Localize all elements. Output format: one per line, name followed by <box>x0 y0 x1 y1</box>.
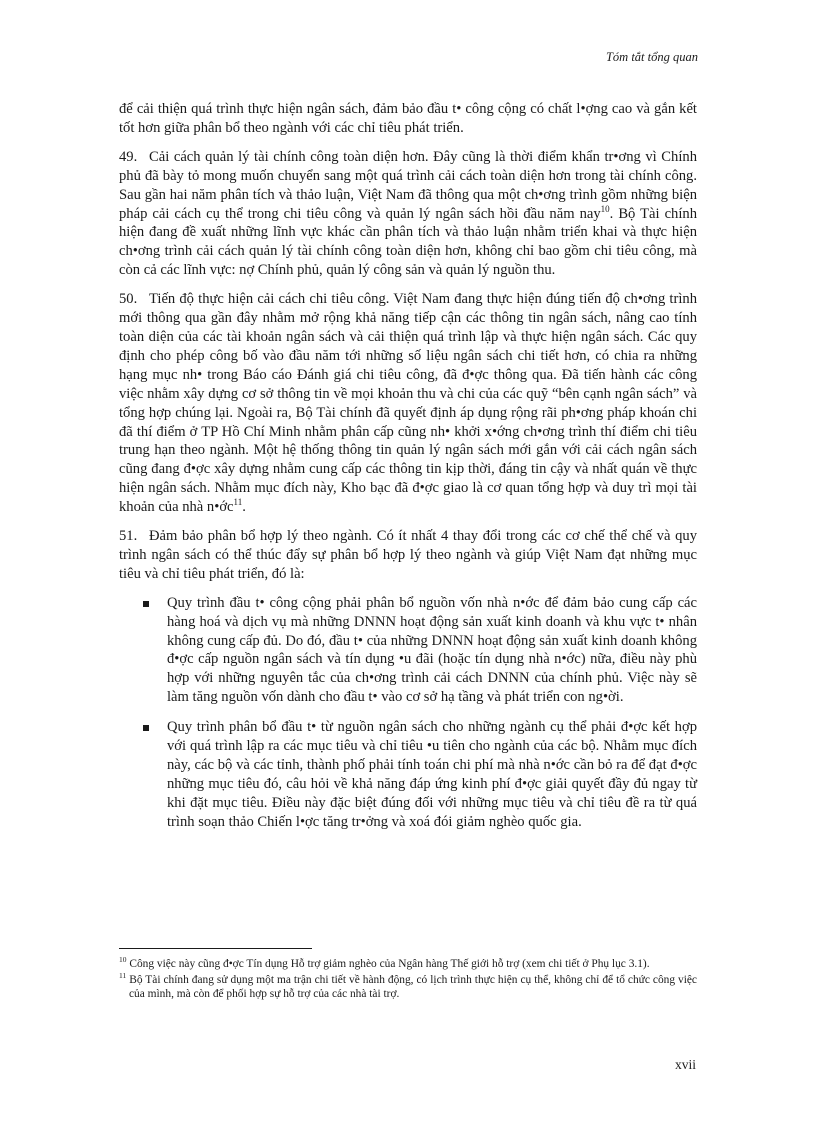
square-bullet-icon <box>143 601 149 607</box>
footnote-divider <box>119 948 312 949</box>
list-item: Quy trình phân bổ đầu t• từ nguồn ngân sách cho những ngành cụ thể phải đ•ợc kết hợp với quá trình lập ra các mục tiêu và chỉ tiêu •u tiên cho ngành của các bộ. Nhằm mục đích này, các bộ và các tỉnh, thành phố phải tính toán chi phí mà nhà n•ớc cần bỏ ra để đạt đ•ợc những mục tiêu đó, câu hỏi về khả năng đáp ứng kinh phí đ•ợc giải quyết đầy đủ ngay từ khi đặt mục tiêu. Điều này đặc biệt đúng đối với những mục tiêu và chỉ tiêu đề ra từ quá trình soạn thảo Chiến l•ợc tăng tr•ởng và xoá đói giảm nghèo quốc gia. <box>143 718 697 831</box>
paragraph-51 <box>119 527 697 584</box>
footnote-ref: 10 <box>600 203 610 214</box>
paragraph-number: 49. <box>119 148 138 165</box>
paragraph-50 <box>119 290 697 517</box>
paragraph-text-cont: . Bộ Tài chính hiện đang đề xuất những lĩnh vực khác cần phân tích và thảo luận nhằm triển khai và thực hiện ch•ơng trình cải cách quản lý tài chính công toàn diện hơn, không chỉ bao gồm chi tiêu công, mà còn cả các lĩnh vực: nợ Chính phủ, quản lý công sản và quản lý nguồn thu. <box>119 205 698 279</box>
paragraph-text: Cải cách quản lý tài chính công toàn diện hơn. Đây cũng là thời điểm khẩn tr•ơng vì Chính phủ đã bày tỏ mong muốn chuyển sang một quá trình cải cách toàn diện hơn trong tài chính công. Sau gần hai năm phân tích và thảo luận, Việt Nam đã thông qua một ch•ơng trình gồm những biện pháp cải cách cụ thể trong chi tiêu công và quản lý ngân sách hồi đầu năm nay <box>119 148 697 222</box>
paragraph-49 <box>119 148 697 280</box>
intro-paragraph: để cải thiện quá trình thực hiện ngân sách, đảm bảo đầu t• công cộng có chất l•ợng cao và gắn kết tốt hơn giữa phân bổ theo ngành với các chỉ tiêu phát triển. <box>119 101 697 136</box>
paragraph-text: Đảm bảo phân bổ hợp lý theo ngành. Có ít nhất 4 thay đổi trong các cơ chế thể chế và quy trình ngân sách có thể thúc đẩy sự phân bổ hợp lý theo ngành và giúp Việt Nam đạt những mục tiêu và chỉ tiêu phát triển, đó là: <box>119 528 697 582</box>
footnotes <box>119 957 697 1004</box>
paragraph-number: 50. <box>119 291 138 308</box>
paragraph-text-cont: . <box>242 499 246 516</box>
footnote-ref: 11 <box>233 497 243 508</box>
page-number: xvii <box>674 1057 696 1072</box>
list-item: Quy trình đầu t• công cộng phải phân bổ nguồn vốn nhà n•ớc để đảm bảo cung cấp các hàng hoá và dịch vụ mà những DNNN hoạt động sản xuất kinh doanh và khu vực t• nhân không cung cấp đủ. Do đó, đầu t• của những DNNN hoạt động sản xuất kinh doanh không đ•ợc cấp nguồn ngân sách và tín dụng •u đãi (hoặc tín dụng nhà n•ớc) nữa, điều này phù hợp với những nguyên tắc của ch•ơng trình cải cách DNNN của chính phủ. Việc này sẽ làm tăng nguồn vốn dành cho đầu t• vào cơ sở hạ tầng và phát triển con ng•ời. <box>143 594 697 707</box>
footnote-11: $^{11}$ Bộ Tài chính đang sử dụng một ma trận chi tiết về hành động, có lịch trình thực hiện cụ thể, không chỉ để tổ chức công việc của mình, mà còn để phối hợp sự hỗ trợ của các nhà tài trợ. <box>119 971 697 1001</box>
bullet-list <box>119 594 697 832</box>
paragraph-text: Tiến độ thực hiện cải cách chi tiêu công. Việt Nam đang thực hiện đúng tiến độ ch•ơng trình mới thông qua gần đây nhằm mở rộng khả năng tiếp cận các thông tin ngân sách, nâng cao tính toàn diện của các tài khoản ngân sách và cải thiện quá trình lập và thực hiện ngân sách. Các quy định cho phép công bố vào đầu năm tới những số liệu ngân sách chi tiết hơn, có chia ra những hạng mục nh• trong Báo cáo Đánh giá chi tiêu công, đã đ•ợc thông qua. Đã tiến hành các công việc nhằm xây dựng cơ sở thông tin về mọi khoản thu và chi của các quỹ “bên cạnh ngân sách” và tổng hợp chúng lại. Ngoài ra, Bộ Tài chính đã quyết định áp dụng rộng rãi ph•ơng pháp khoán chi đã thí điểm ở TP Hồ Chí Minh nhằm phân cấp cũng nh• khởi x•ớng ch•ơng trình thí điểm chi tiêu trung hạn theo ngành. Một hệ thống thông tin quản lý ngân sách mới gắn với cải cách ngân sách cũng đang đ•ợc xây dựng nhằm cung cấp các thông tin kịp thời, đáng tin cậy và nhất quán về thực hiện ngân sách. Nhằm mục đích này, Kho bạc đã đ•ợc giao là cơ quan tổng hợp và duy trì mọi tài khoản của nhà n•ớc <box>119 291 697 516</box>
body-text <box>119 100 697 843</box>
footnote-10: $^{10}$ Công việc này cũng đ•ợc Tín dụng Hỗ trợ giảm nghèo của Ngân hàng Thế giới hỗ trợ (xem chi tiết ở Phụ lục 3.1). <box>119 955 650 970</box>
paragraph-number: 51. <box>119 528 138 545</box>
square-bullet-icon <box>143 725 149 731</box>
running-header: Tóm tắt tổng quan <box>605 50 698 64</box>
